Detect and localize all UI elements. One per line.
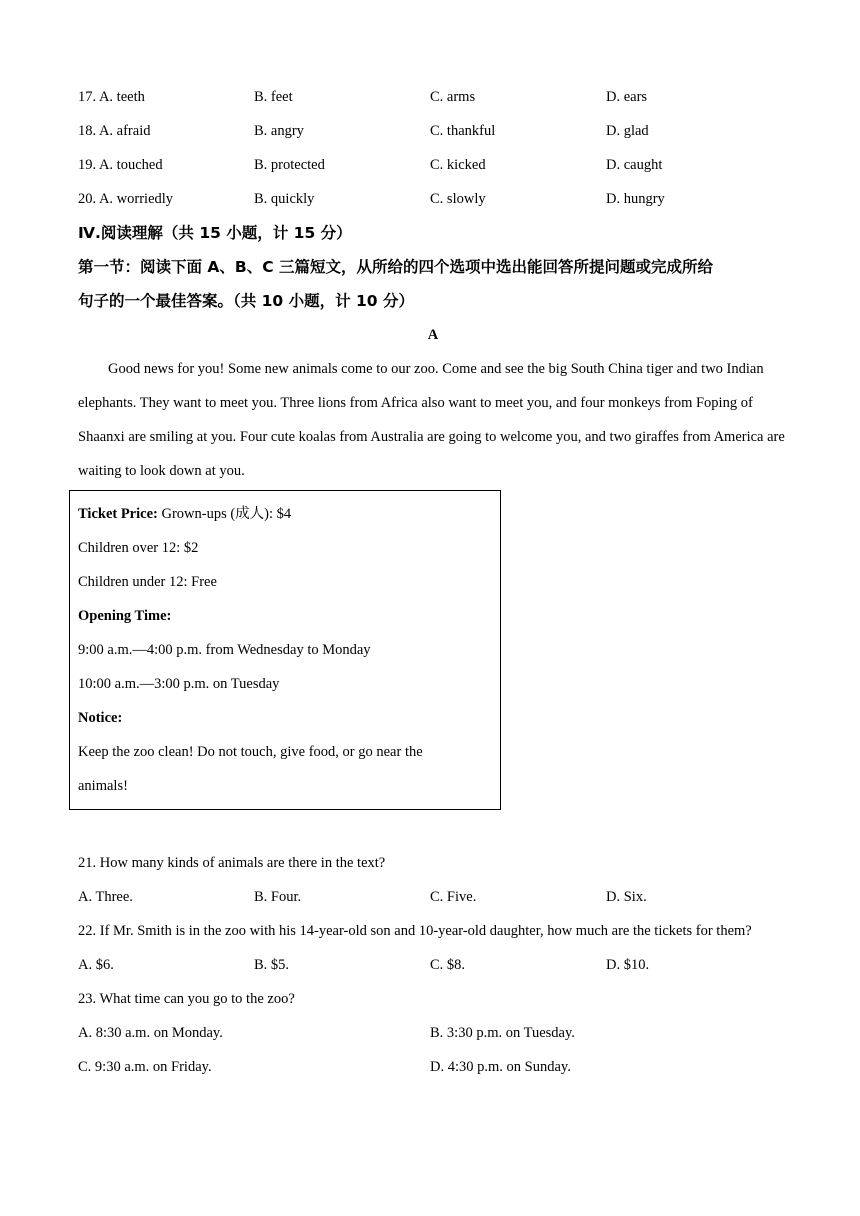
option-b: B. feet bbox=[254, 89, 293, 105]
cloze-option-row-17 bbox=[78, 80, 788, 114]
option-a: A. 8:30 a.m. on Monday. bbox=[78, 1025, 223, 1041]
option-b: B. quickly bbox=[254, 191, 315, 207]
question-22-options bbox=[78, 948, 788, 982]
option-d: D. hungry bbox=[606, 191, 665, 207]
option-b: B. 3:30 p.m. on Tuesday. bbox=[430, 1025, 575, 1041]
cloze-option-row-19 bbox=[78, 148, 788, 182]
option-c: C. Five. bbox=[430, 889, 477, 905]
option-a: 20. A. worriedly bbox=[78, 191, 174, 207]
option-d: D. $10. bbox=[606, 957, 650, 973]
question-23-options-row2 bbox=[78, 1050, 788, 1084]
cloze-option-row-20 bbox=[78, 182, 788, 216]
option-c: C. 9:30 a.m. on Friday. bbox=[78, 1059, 212, 1075]
ticket-children-over: Children over 12: $2 bbox=[78, 540, 199, 556]
ticket-price-line bbox=[78, 497, 500, 531]
option-d: D. 4:30 p.m. on Sunday. bbox=[430, 1059, 571, 1075]
ticket-children-under: Children under 12: Free bbox=[78, 574, 217, 590]
ticket-info-box bbox=[69, 490, 501, 810]
exam-page bbox=[78, 80, 788, 1084]
option-d: D. glad bbox=[606, 123, 649, 139]
question-23: 23. What time can you go to the zoo? bbox=[78, 991, 295, 1007]
option-a: A. Three. bbox=[78, 889, 133, 905]
question-23-options-row1 bbox=[78, 1016, 788, 1050]
option-c: C. kicked bbox=[430, 157, 486, 173]
ticket-price-label: Ticket Price: bbox=[78, 506, 158, 522]
passage-label: A bbox=[427, 327, 439, 343]
notice-text: Keep the zoo clean! Do not touch, give food, or go near the animals! bbox=[78, 744, 423, 794]
option-d: D. caught bbox=[606, 157, 663, 173]
question-22: 22. If Mr. Smith is in the zoo with his 14-year-old son and 10-year-old daughter, how much are the tickets for them? bbox=[78, 923, 752, 939]
question-21: 21. How many kinds of animals are there in the text? bbox=[78, 855, 386, 871]
option-b: B. protected bbox=[254, 157, 325, 173]
ticket-price-grownups: Grown-ups (成人): $4 bbox=[157, 506, 292, 522]
option-a: 19. A. touched bbox=[78, 157, 163, 173]
option-a: A. $6. bbox=[78, 957, 114, 973]
question-21-options bbox=[78, 880, 788, 914]
option-b: B. $5. bbox=[254, 957, 290, 973]
passage-text: Good news for you! Some new animals come to our zoo. Come and see the big South China tiger and two Indian elephants. They want to meet you. Three lions from Africa also want to meet you, and four monkeys from Foping of Shaanxi are smiling at you. Four cute koalas from Australia are going to welcome you, and two giraffes from America are waiting to look down at you. bbox=[78, 361, 785, 479]
option-c: C. arms bbox=[430, 89, 476, 105]
subsection-heading-line2: 句子的一个最佳答案。（共 10 小题，计 10 分） bbox=[78, 292, 414, 310]
option-d: D. ears bbox=[606, 89, 648, 105]
opening-time-2: 10:00 a.m.—3:00 p.m. on Tuesday bbox=[78, 676, 280, 692]
option-a: 17. A. teeth bbox=[78, 89, 145, 105]
option-b: B. Four. bbox=[254, 889, 302, 905]
option-d: D. Six. bbox=[606, 889, 647, 905]
spacer bbox=[78, 810, 788, 846]
cloze-option-row-18 bbox=[78, 114, 788, 148]
notice-label: Notice: bbox=[78, 710, 123, 726]
option-a: 18. A. afraid bbox=[78, 123, 151, 139]
option-c: C. thankful bbox=[430, 123, 496, 139]
option-c: C. slowly bbox=[430, 191, 486, 207]
opening-time-1: 9:00 a.m.—4:00 p.m. from Wednesday to Monday bbox=[78, 642, 371, 658]
option-c: C. $8. bbox=[430, 957, 466, 973]
section-heading: Ⅳ.阅读理解（共 15 小题，计 15 分） bbox=[78, 224, 352, 242]
subsection-heading-line1: 第一节：阅读下面 A、B、C 三篇短文，从所给的四个选项中选出能回答所提问题或完成所给 bbox=[78, 258, 713, 276]
option-b: B. angry bbox=[254, 123, 304, 139]
opening-time-label: Opening Time: bbox=[78, 608, 172, 624]
